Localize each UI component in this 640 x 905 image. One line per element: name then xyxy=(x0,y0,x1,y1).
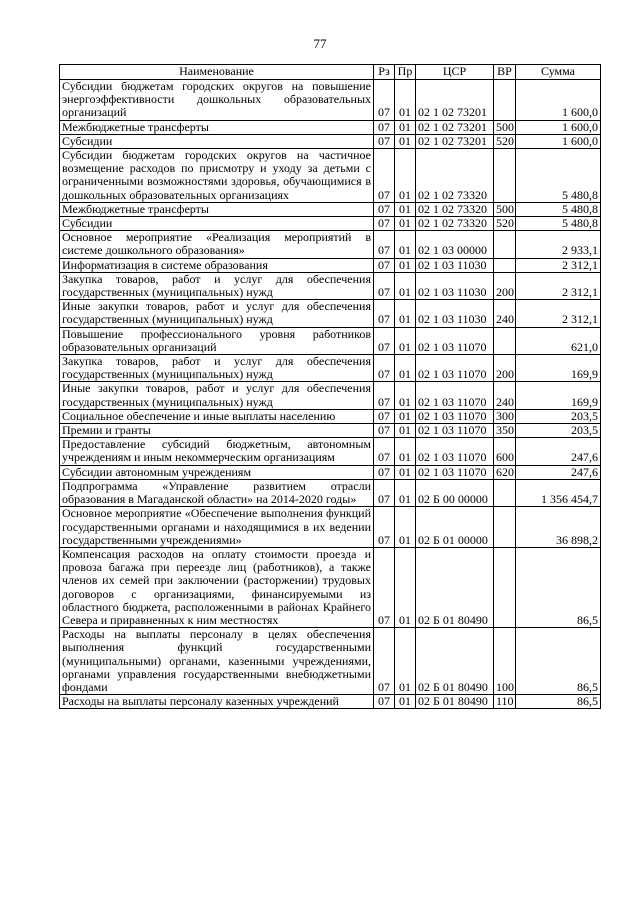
cell-vr: 240 xyxy=(494,382,516,409)
header-csr: ЦСР xyxy=(416,65,494,80)
cell-rz: 07 xyxy=(374,217,395,231)
table-row xyxy=(60,695,601,709)
table-row xyxy=(60,465,601,479)
cell-csr: 02 Б 01 80490 xyxy=(416,547,494,627)
table-row xyxy=(60,409,601,423)
cell-pr: 01 xyxy=(395,149,416,203)
cell-vr: 200 xyxy=(494,272,516,299)
header-pr: Пр xyxy=(395,65,416,80)
cell-pr: 01 xyxy=(395,382,416,409)
cell-name: Субсидии бюджетам городских округов на частичное возмещение расходов по присмотру и уходу за детьми с ограниченными возможностями здоровья, обучающимися в дошкольных образовательных организациях xyxy=(60,149,374,203)
cell-pr: 01 xyxy=(395,438,416,465)
table-header-row xyxy=(60,65,601,80)
cell-rz: 07 xyxy=(374,438,395,465)
cell-rz: 07 xyxy=(374,149,395,203)
cell-name: Компенсация расходов на оплату стоимости проезда и провоза багажа при переезде лиц (работников), а также членов их семей при заключении (расторжении) трудовых договоров с организациями, финансируемыми из областного бюджета, расположенными в районах Крайнего Севера и приравненных к ним местностях xyxy=(60,547,374,627)
cell-vr xyxy=(494,231,516,258)
cell-sum: 5 480,8 xyxy=(516,202,601,216)
cell-csr: 02 1 03 11070 xyxy=(416,438,494,465)
cell-pr: 01 xyxy=(395,695,416,709)
cell-pr: 01 xyxy=(395,134,416,148)
cell-csr: 02 Б 00 00000 xyxy=(416,479,494,506)
header-sum: Сумма xyxy=(516,65,601,80)
cell-name: Субсидии автономным учреждениям xyxy=(60,465,374,479)
cell-vr: 110 xyxy=(494,695,516,709)
budget-table xyxy=(59,64,601,709)
cell-csr: 02 1 02 73201 xyxy=(416,134,494,148)
cell-sum: 2 933,1 xyxy=(516,231,601,258)
cell-csr: 02 1 03 00000 xyxy=(416,231,494,258)
cell-csr: 02 1 03 11070 xyxy=(416,382,494,409)
cell-rz: 07 xyxy=(374,300,395,327)
cell-sum: 169,9 xyxy=(516,382,601,409)
cell-csr: 02 1 02 73320 xyxy=(416,217,494,231)
cell-sum: 203,5 xyxy=(516,409,601,423)
cell-vr xyxy=(494,258,516,272)
header-vr: ВР xyxy=(494,65,516,80)
cell-sum: 36 898,2 xyxy=(516,507,601,548)
cell-pr: 01 xyxy=(395,258,416,272)
cell-rz: 07 xyxy=(374,382,395,409)
cell-rz: 07 xyxy=(374,547,395,627)
cell-rz: 07 xyxy=(374,231,395,258)
cell-sum: 2 312,1 xyxy=(516,300,601,327)
cell-sum: 247,6 xyxy=(516,438,601,465)
table-row xyxy=(60,355,601,382)
cell-rz: 07 xyxy=(374,327,395,354)
cell-csr: 02 Б 01 80490 xyxy=(416,695,494,709)
cell-sum: 621,0 xyxy=(516,327,601,354)
cell-sum: 1 600,0 xyxy=(516,120,601,134)
cell-name: Подпрограмма «Управление развитием отрасли образования в Магаданской области» на 2014-2020 годы» xyxy=(60,479,374,506)
cell-csr: 02 1 03 11030 xyxy=(416,258,494,272)
cell-csr: 02 1 02 73201 xyxy=(416,120,494,134)
cell-name: Расходы на выплаты персоналу в целях обеспечения выполнения функций государственными (муниципальными) органами, казенными учреждениями, органами управления государственными внебюджетными фондами xyxy=(60,628,374,695)
cell-name: Социальное обеспечение и иные выплаты населению xyxy=(60,409,374,423)
cell-rz: 07 xyxy=(374,409,395,423)
cell-vr: 520 xyxy=(494,217,516,231)
cell-name: Субсидии xyxy=(60,134,374,148)
table-row xyxy=(60,258,601,272)
cell-name: Основное мероприятие «Обеспечение выполнения функций государственными органами и находящимися в их ведении государственными учреждениями» xyxy=(60,507,374,548)
cell-pr: 01 xyxy=(395,120,416,134)
table-row xyxy=(60,327,601,354)
table-row xyxy=(60,217,601,231)
cell-pr: 01 xyxy=(395,272,416,299)
cell-csr: 02 1 03 11070 xyxy=(416,424,494,438)
cell-name: Закупка товаров, работ и услуг для обеспечения государственных (муниципальных) нужд xyxy=(60,355,374,382)
table-row xyxy=(60,424,601,438)
cell-rz: 07 xyxy=(374,424,395,438)
cell-csr: 02 1 03 11070 xyxy=(416,327,494,354)
cell-rz: 07 xyxy=(374,628,395,695)
table-row xyxy=(60,547,601,627)
cell-rz: 07 xyxy=(374,355,395,382)
cell-sum: 5 480,8 xyxy=(516,217,601,231)
cell-csr: 02 1 02 73320 xyxy=(416,202,494,216)
cell-csr: 02 1 03 11070 xyxy=(416,465,494,479)
cell-sum: 1 356 454,7 xyxy=(516,479,601,506)
table-row xyxy=(60,507,601,548)
cell-sum: 5 480,8 xyxy=(516,149,601,203)
cell-rz: 07 xyxy=(374,134,395,148)
cell-sum: 2 312,1 xyxy=(516,272,601,299)
cell-name: Субсидии xyxy=(60,217,374,231)
cell-sum: 203,5 xyxy=(516,424,601,438)
cell-rz: 07 xyxy=(374,695,395,709)
cell-vr: 300 xyxy=(494,409,516,423)
cell-vr xyxy=(494,80,516,121)
cell-rz: 07 xyxy=(374,507,395,548)
cell-name: Межбюджетные трансферты xyxy=(60,120,374,134)
cell-vr xyxy=(494,327,516,354)
cell-rz: 07 xyxy=(374,465,395,479)
cell-vr xyxy=(494,149,516,203)
cell-vr: 240 xyxy=(494,300,516,327)
header-rz: Рз xyxy=(374,65,395,80)
cell-sum: 86,5 xyxy=(516,695,601,709)
cell-csr: 02 1 03 11030 xyxy=(416,300,494,327)
cell-vr: 200 xyxy=(494,355,516,382)
cell-name: Иные закупки товаров, работ и услуг для обеспечения государственных (муниципальных) нужд xyxy=(60,382,374,409)
cell-pr: 01 xyxy=(395,507,416,548)
cell-pr: 01 xyxy=(395,202,416,216)
cell-vr: 600 xyxy=(494,438,516,465)
cell-pr: 01 xyxy=(395,231,416,258)
cell-rz: 07 xyxy=(374,272,395,299)
cell-csr: 02 1 03 11070 xyxy=(416,355,494,382)
cell-pr: 01 xyxy=(395,327,416,354)
cell-name: Закупка товаров, работ и услуг для обеспечения государственных (муниципальных) нужд xyxy=(60,272,374,299)
cell-rz: 07 xyxy=(374,479,395,506)
cell-name: Основное мероприятие «Реализация мероприятий в системе дошкольного образования» xyxy=(60,231,374,258)
cell-rz: 07 xyxy=(374,120,395,134)
table-row xyxy=(60,438,601,465)
table-row xyxy=(60,149,601,203)
table-row xyxy=(60,382,601,409)
cell-name: Премии и гранты xyxy=(60,424,374,438)
cell-csr: 02 1 03 11070 xyxy=(416,409,494,423)
table-row xyxy=(60,134,601,148)
cell-rz: 07 xyxy=(374,258,395,272)
cell-pr: 01 xyxy=(395,479,416,506)
table-row xyxy=(60,231,601,258)
cell-rz: 07 xyxy=(374,80,395,121)
table-row xyxy=(60,272,601,299)
cell-pr: 01 xyxy=(395,424,416,438)
cell-name: Информатизация в системе образования xyxy=(60,258,374,272)
cell-name: Межбюджетные трансферты xyxy=(60,202,374,216)
cell-csr: 02 1 02 73320 xyxy=(416,149,494,203)
table-row xyxy=(60,80,601,121)
table-row xyxy=(60,628,601,695)
cell-name: Повышение профессионального уровня работников образовательных организаций xyxy=(60,327,374,354)
table-row xyxy=(60,479,601,506)
cell-sum: 1 600,0 xyxy=(516,80,601,121)
page-number: 77 xyxy=(313,36,327,51)
cell-vr xyxy=(494,479,516,506)
cell-csr: 02 1 03 11030 xyxy=(416,272,494,299)
cell-pr: 01 xyxy=(395,217,416,231)
cell-sum: 2 312,1 xyxy=(516,258,601,272)
cell-vr: 350 xyxy=(494,424,516,438)
cell-name: Расходы на выплаты персоналу казенных учреждений xyxy=(60,695,374,709)
cell-sum: 247,6 xyxy=(516,465,601,479)
cell-pr: 01 xyxy=(395,409,416,423)
cell-vr: 500 xyxy=(494,202,516,216)
cell-name: Предоставление субсидий бюджетным, автономным учреждениям и иным некоммерческим организациям xyxy=(60,438,374,465)
cell-vr xyxy=(494,507,516,548)
cell-rz: 07 xyxy=(374,202,395,216)
cell-csr: 02 Б 01 80490 xyxy=(416,628,494,695)
cell-vr: 500 xyxy=(494,120,516,134)
cell-csr: 02 Б 01 00000 xyxy=(416,507,494,548)
cell-pr: 01 xyxy=(395,80,416,121)
cell-pr: 01 xyxy=(395,355,416,382)
cell-vr: 100 xyxy=(494,628,516,695)
cell-sum: 169,9 xyxy=(516,355,601,382)
cell-pr: 01 xyxy=(395,300,416,327)
cell-pr: 01 xyxy=(395,547,416,627)
cell-pr: 01 xyxy=(395,628,416,695)
table-row xyxy=(60,300,601,327)
cell-vr: 520 xyxy=(494,134,516,148)
cell-sum: 86,5 xyxy=(516,628,601,695)
cell-sum: 86,5 xyxy=(516,547,601,627)
cell-name: Субсидии бюджетам городских округов на повышение энергоэффективности дошкольных образовательных организаций xyxy=(60,80,374,121)
table-row xyxy=(60,120,601,134)
header-name: Наименование xyxy=(60,65,374,80)
cell-vr: 620 xyxy=(494,465,516,479)
cell-sum: 1 600,0 xyxy=(516,134,601,148)
cell-name: Иные закупки товаров, работ и услуг для обеспечения государственных (муниципальных) нужд xyxy=(60,300,374,327)
cell-csr: 02 1 02 73201 xyxy=(416,80,494,121)
cell-pr: 01 xyxy=(395,465,416,479)
cell-vr xyxy=(494,547,516,627)
table-row xyxy=(60,202,601,216)
